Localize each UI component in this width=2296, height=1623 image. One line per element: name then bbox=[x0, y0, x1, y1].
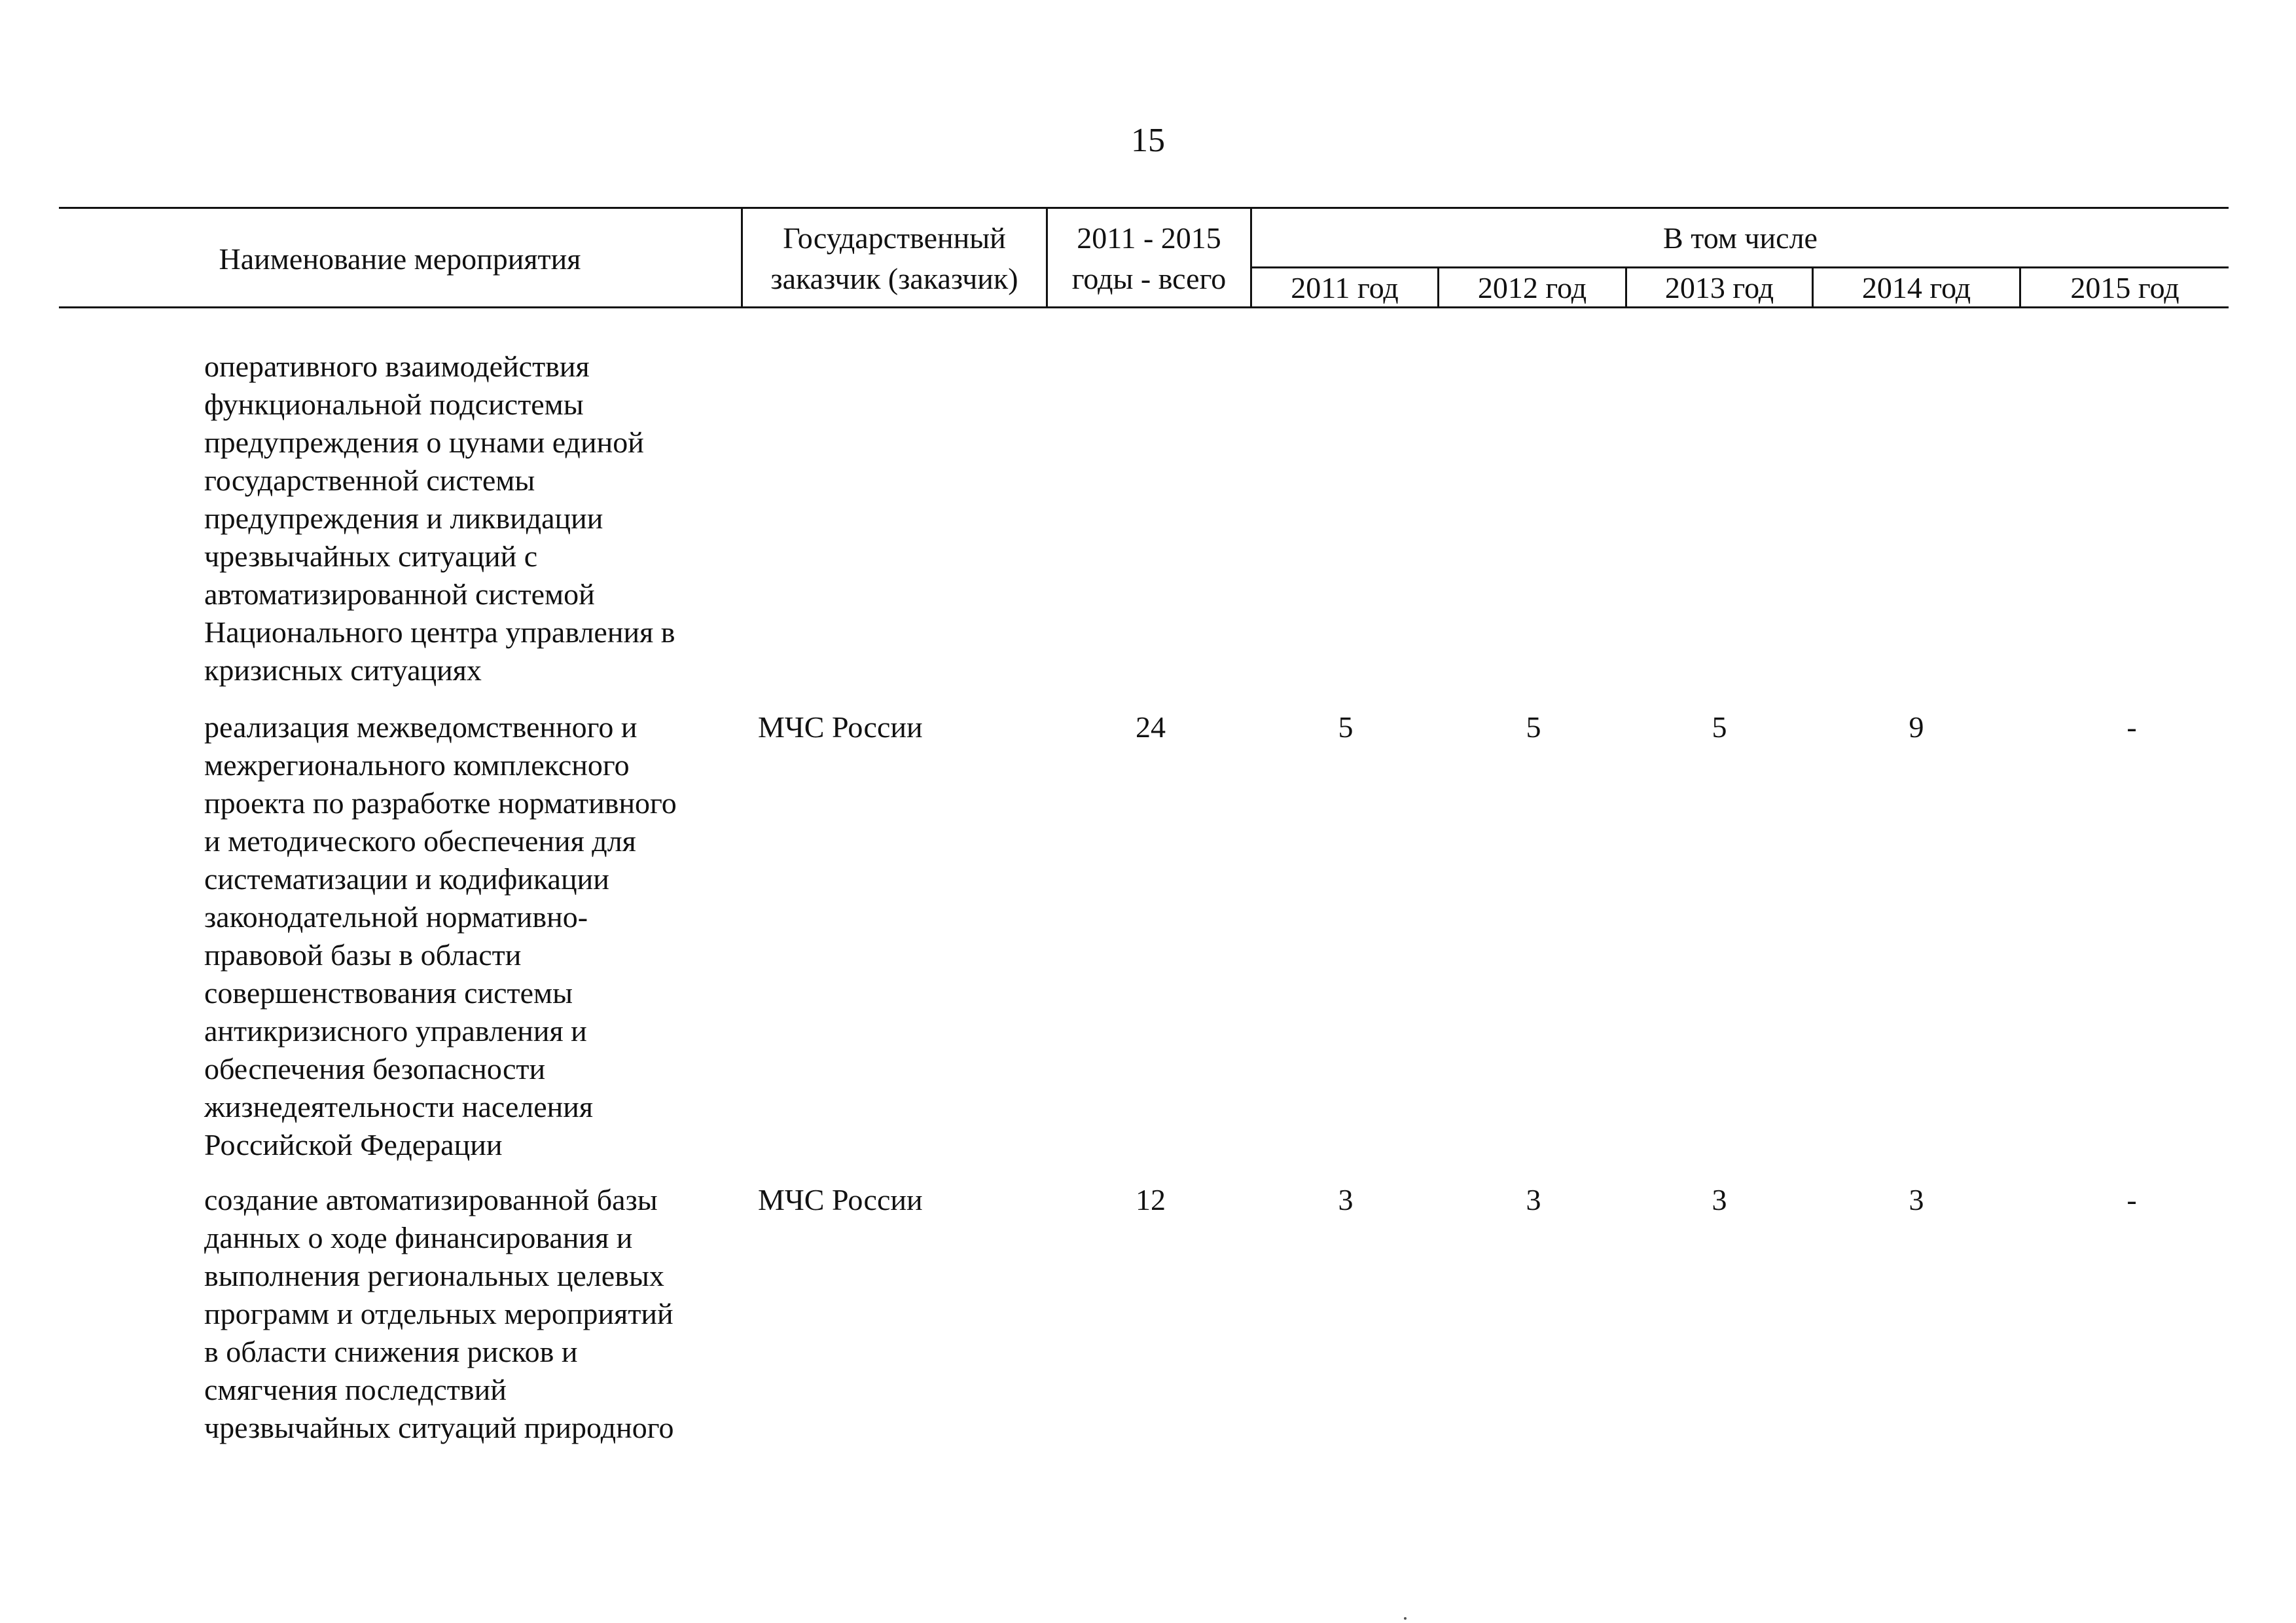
row-3-total: 12 bbox=[1136, 1183, 1166, 1216]
header-including: В том числе bbox=[1663, 221, 1818, 255]
header-customer-line2: заказчик (заказчик) bbox=[770, 262, 1018, 295]
row-2-2013: 5 bbox=[1712, 710, 1727, 744]
including-divider bbox=[1250, 266, 2229, 268]
header-year-2015: 2015 год bbox=[2070, 271, 2179, 304]
row-3-customer: МЧС России bbox=[758, 1183, 923, 1216]
row-2-name: реализация межведомственного и межрегионального комплексного проекта по разработке нормативного и методического обеспечения для систематизации и кодификации законодательной нормативно- правовой базы в области совершенствования системы антикризисного управления и обеспечения безопасности жизнедеятельности населения Российской Федерации bbox=[204, 710, 677, 1161]
header-year-2011: 2011 год bbox=[1291, 271, 1399, 304]
row-2-2014: 9 bbox=[1909, 710, 1924, 744]
row-3-2013: 3 bbox=[1712, 1183, 1727, 1216]
header-bottom-border bbox=[59, 306, 2229, 308]
row-3-2011: 3 bbox=[1338, 1183, 1354, 1216]
row-1-name: оперативного взаимодействия функциональной подсистемы предупреждения о цунами единой государственной системы предупреждения и ликвидации чрезвычайных ситуаций с автоматизированной системой Национального центра управления в кризисных ситуациях bbox=[204, 350, 675, 687]
header-total-line2: годы - всего bbox=[1071, 262, 1227, 295]
header-top-border bbox=[59, 207, 2229, 209]
row-3-name: создание автоматизированной базы данных о ходе финансирования и выполнения региональных целевых программ и отдельных мероприятий в области снижения рисков и смягчения последствий чрезвычайных ситуаций природного bbox=[204, 1183, 674, 1444]
header-customer-line1: Государственный bbox=[783, 221, 1006, 255]
header-year-2012: 2012 год bbox=[1477, 271, 1587, 304]
header-year-2014: 2014 год bbox=[1861, 271, 1971, 304]
row-2-2011: 5 bbox=[1338, 710, 1354, 744]
row-2-2012: 5 bbox=[1526, 710, 1541, 744]
row-3-2012: 3 bbox=[1526, 1183, 1541, 1216]
row-2-total: 24 bbox=[1136, 710, 1166, 744]
header-year-2013: 2013 год bbox=[1664, 271, 1774, 304]
row-3-2015: - bbox=[2126, 1183, 2137, 1216]
header-total-line1: 2011 - 2015 bbox=[1077, 221, 1221, 255]
scan-speck bbox=[1404, 1617, 1407, 1620]
row-3-2014: 3 bbox=[1909, 1183, 1924, 1216]
page-number: 15 bbox=[1131, 122, 1165, 159]
header-name: Наименование мероприятия bbox=[219, 242, 581, 276]
row-2-2015: - bbox=[2126, 710, 2137, 744]
row-2-customer: МЧС России bbox=[758, 710, 923, 744]
